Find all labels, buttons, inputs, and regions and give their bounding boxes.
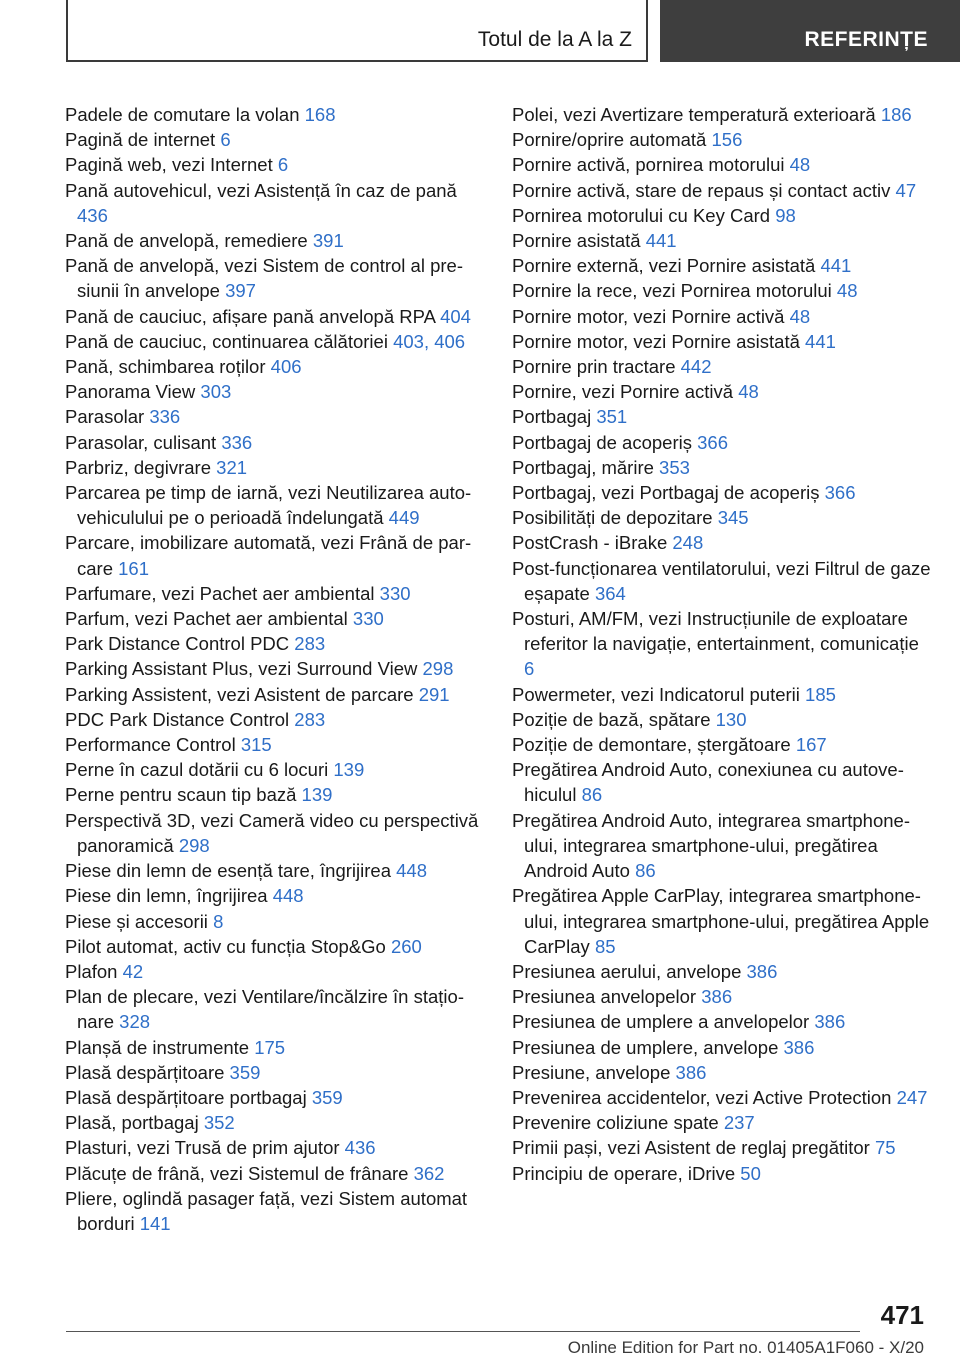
index-entry (65, 1161, 485, 1186)
index-entry-page-link[interactable]: 156 (711, 129, 743, 151)
index-entry (512, 808, 932, 884)
index-entry (512, 253, 932, 278)
index-entry (65, 304, 485, 329)
index-entry-page-link[interactable]: 441 (645, 230, 677, 252)
index-entry-term: Piese din lemn de esență tare, îngrijirea (65, 860, 391, 882)
index-entry (65, 329, 485, 354)
index-entry-term: Piese și accesorii (65, 910, 208, 932)
index-entry (512, 329, 932, 354)
index-entry-term: Pornire activă, pornirea motorului (512, 154, 785, 176)
index-entry-term: Plafon (65, 960, 118, 982)
index-entry-term: Presiunea de umplere a anvelopelor (512, 1011, 810, 1033)
index-entry-page-link[interactable]: 397 (225, 280, 256, 302)
index-entry (512, 152, 932, 177)
index-entry-term: Pornire/oprire automată (512, 129, 707, 151)
index-entry-term: Pornire, vezi Pornire activă (512, 381, 734, 403)
index-entry (65, 883, 485, 908)
index-entry-page-link[interactable]: 75 (874, 1137, 896, 1159)
index-entry-page-link[interactable]: 362 (413, 1162, 445, 1184)
index-entry-page-link[interactable]: 175 (254, 1036, 286, 1058)
index-entry-page-link[interactable]: 237 (723, 1112, 755, 1134)
index-entry-page-link[interactable]: 436 (344, 1137, 376, 1159)
index-entry-term: Pană autovehicul, vezi Asistență în caz de pană (65, 179, 457, 201)
index-column-left (65, 102, 485, 1236)
index-entry-term: PostCrash - iBrake (512, 532, 668, 554)
index-entry-term: Parasolar (65, 406, 145, 428)
index-entry-page-link[interactable]: 366 (824, 482, 856, 504)
index-entry-page-link[interactable]: 298 (422, 658, 454, 680)
index-entry-term: Pornirea motorului cu Key Card (512, 204, 771, 226)
index-entry-term: Pană de cauciuc, continuarea călătoriei (65, 330, 388, 352)
index-entry (512, 127, 932, 152)
index-entry (65, 379, 485, 404)
index-entry-term: Pregătirea Android Auto, conexiunea cu autovehiculul (512, 759, 904, 806)
index-entry-page-link[interactable]: 336 (149, 406, 181, 428)
index-entry-term: Plăcuțe de frână, vezi Sistemul de frânare (65, 1162, 409, 1184)
index-entry (65, 656, 485, 681)
index-entry-term: Parbriz, degivrare (65, 456, 212, 478)
index-entry (512, 278, 932, 303)
index-entry (65, 127, 485, 152)
index-entry-term: Plasă, portbagaj (65, 1112, 199, 1134)
index-entry-page-link[interactable]: 442 (680, 356, 712, 378)
index-entry (512, 505, 932, 530)
index-entry-term: Posturi, AM/FM, vezi Instrucțiunile de exploatare referitor la navigație, entertainment, comunicație (512, 608, 919, 655)
index-entry-term: Presiunea anvelopelor (512, 986, 697, 1008)
index-entry-page-link[interactable]: 391 (312, 230, 344, 252)
index-entry-term: Poziție de demontare, ștergătoare (512, 734, 791, 756)
index-entry (65, 682, 485, 707)
index-entry-term: Pană de anvelopă, remediere (65, 230, 308, 252)
index-entry-term: Performance Control (65, 734, 236, 756)
index-entry (65, 782, 485, 807)
index-entry-term: Plasă despărțitoare portbagaj (65, 1086, 307, 1108)
index-entry-term: Parfum, vezi Pachet aer ambiental (65, 608, 348, 630)
index-entry-term: Pornire motor, vezi Pornire asistată (512, 330, 800, 352)
index-entry-page-link[interactable]: 359 (311, 1086, 343, 1108)
index-entry-page-link[interactable]: 441 (820, 255, 852, 277)
index-entry-page-link[interactable]: 303 (200, 381, 232, 403)
index-entry-term: Parking Assistant Plus, vezi Surround View (65, 658, 418, 680)
index-entry (512, 556, 932, 606)
index-entry-term: Pliere, oglindă pasager față, vezi Sistem automat borduri (65, 1187, 468, 1234)
index-entry (65, 178, 485, 228)
index-entry-term: Pornire activă, stare de repaus și contact activ (512, 179, 891, 201)
index-entry-term: Presiunea de umplere, anvelope (512, 1036, 779, 1058)
index-entry-page-link[interactable]: 50 (740, 1162, 761, 1184)
index-entry-page-link[interactable]: 168 (304, 104, 336, 125)
index-entry (65, 430, 485, 455)
index-entry-term: Prevenirea accidentelor, vezi Active Protection (512, 1086, 892, 1108)
index-entry-page-link[interactable]: 328 (119, 1011, 151, 1033)
index-entry (512, 354, 932, 379)
index-entry-term: Parfumare, vezi Pachet aer ambiental (65, 582, 375, 604)
index-entry-term: Presiunea aerului, anvelope (512, 960, 742, 982)
index-entry-page-link[interactable]: 48 (836, 280, 858, 302)
index-entry-page-link[interactable]: 139 (333, 759, 365, 781)
index-entry-page-link[interactable]: 315 (240, 734, 272, 756)
index-entry-term: Pornire motor, vezi Pornire activă (512, 305, 785, 327)
index-entry-page-link[interactable]: 441 (805, 330, 836, 352)
index-entry-term: Perspectivă 3D, vezi Cameră video cu perspectivă panoramică (65, 809, 479, 856)
index-entry-page-link[interactable]: 186 (880, 104, 912, 125)
index-entry-term: Poziție de bază, spătare (512, 708, 711, 730)
index-entry (512, 682, 932, 707)
index-entry (65, 934, 485, 959)
index-entry-page-link[interactable]: 247 (896, 1086, 928, 1108)
index-entry-term: Pană, schimbarea roților (65, 356, 266, 378)
index-entry-term: Portbagaj, mărire (512, 456, 654, 478)
index-entry (65, 253, 485, 303)
footer-divider (66, 1331, 860, 1332)
index-entry (512, 203, 932, 228)
index-entry-page-link[interactable]: 248 (672, 532, 704, 554)
index-entry-page-link[interactable]: 448 (396, 860, 428, 882)
index-entry-page-link[interactable]: 86 (581, 784, 603, 806)
index-entry-term: Panorama View (65, 381, 196, 403)
index-entry-term: Pregătirea Apple CarPlay, integrarea smartphone-ului, integrarea smartphone-ului, pregătirea Apple CarPlay (512, 885, 930, 957)
index-entry-term: Pană de cauciuc, afișare pană anvelopă RPA (65, 305, 435, 327)
index-entry-page-link[interactable]: 386 (746, 960, 778, 982)
index-entry-term: Padele de comutare la volan (65, 104, 300, 125)
index-entry-page-link[interactable]: 436 (77, 204, 108, 226)
index-entry-term: Parasolar, culisant (65, 431, 217, 453)
index-entry-term: Portbagaj (512, 406, 592, 428)
index-entry (65, 808, 485, 858)
index-entry-page-link[interactable]: 42 (122, 960, 144, 982)
index-entry (65, 354, 485, 379)
index-entry-page-link[interactable]: 386 (783, 1036, 815, 1058)
index-entry-term: Pornire prin tractare (512, 356, 676, 378)
index-entry (512, 1135, 932, 1160)
index-entry-term: Presiune, anvelope (512, 1061, 671, 1083)
index-entry-term: Posibilități de depozitare (512, 507, 713, 529)
index-entry-page-link[interactable]: 386 (675, 1061, 707, 1083)
index-entry (65, 1085, 485, 1110)
index-entry-page-link[interactable]: 260 (390, 935, 422, 957)
index-entry-page-link[interactable]: 336 (221, 431, 253, 453)
header-chapter-label: REFERINȚE (804, 28, 928, 51)
index-entry (65, 581, 485, 606)
index-entry-term: Pornire asistată (512, 230, 641, 252)
index-entry-page-link[interactable]: 85 (594, 935, 616, 957)
index-entry (512, 379, 932, 404)
index-entry (65, 984, 485, 1034)
index-entry-page-link[interactable]: 47 (895, 179, 917, 201)
index-entry (65, 102, 485, 127)
index-entry (65, 1135, 485, 1160)
index-entry-page-link[interactable]: 48 (738, 381, 759, 403)
index-entry (512, 178, 932, 203)
index-entry-page-link[interactable]: 404 (440, 305, 471, 327)
index-entry-term: Prevenire coliziune spate (512, 1112, 719, 1134)
index-entry (65, 228, 485, 253)
index-entry-term: Plasturi, vezi Trusă de prim ajutor (65, 1137, 340, 1159)
index-entry (512, 959, 932, 984)
index-entry-page-link[interactable]: 167 (795, 734, 827, 756)
index-entry (65, 1186, 485, 1236)
index-entry-page-link[interactable]: 386 (701, 986, 733, 1008)
index-entry-term: Portbagaj de acoperiș (512, 431, 692, 453)
index-entry-term: PDC Park Distance Control (65, 708, 290, 730)
index-entry (65, 858, 485, 883)
index-entry (512, 606, 932, 682)
index-entry (512, 1085, 932, 1110)
index-entry-page-link[interactable]: 185 (805, 683, 836, 705)
index-entry-page-link[interactable]: 6 (220, 129, 231, 151)
index-entry (512, 883, 932, 959)
index-entry-term: Pornire externă, vezi Pornire asistată (512, 255, 816, 277)
index-entry-page-link[interactable]: 406 (270, 356, 302, 378)
index-entry (65, 909, 485, 934)
index-entry-page-link[interactable]: 6 (524, 658, 535, 680)
index-entry-term: Plan de plecare, vezi Ventilare/încălzire în staționare (65, 986, 464, 1033)
index-entry (65, 152, 485, 177)
index-entry-page-link[interactable]: 351 (596, 406, 628, 428)
index-entry-page-link[interactable]: 330 (352, 608, 384, 630)
index-entry-page-link[interactable]: 298 (178, 834, 210, 856)
index-entry (512, 102, 932, 127)
index-entry-page-link[interactable]: 161 (118, 557, 150, 579)
index-entry (65, 732, 485, 757)
index-entry (512, 732, 932, 757)
index-entry-term: Pagină de internet (65, 129, 216, 151)
index-entry-page-link[interactable]: 48 (789, 305, 811, 327)
index-entry-page-link[interactable]: 345 (717, 507, 749, 529)
index-entry-page-link[interactable]: 403, 406 (393, 330, 466, 352)
index-entry-term: Pornire la rece, vezi Pornirea motorului (512, 280, 832, 302)
index-entry-term: Park Distance Control PDC (65, 633, 290, 655)
index-entry (512, 1161, 932, 1186)
index-entry (65, 455, 485, 480)
index-entry-term: Principiu de operare, iDrive (512, 1162, 736, 1184)
index-entry (65, 530, 485, 580)
index-entry-page-link[interactable]: 364 (594, 582, 626, 604)
index-entry (512, 228, 932, 253)
index-entry (512, 1009, 932, 1034)
index-entry (65, 404, 485, 429)
index-entry (512, 455, 932, 480)
index-entry-term: Perne pentru scaun tip bază (65, 784, 297, 806)
header-section-label: Totul de la A la Z (477, 28, 632, 51)
index-entry-term: Plasă despărțitoare (65, 1061, 225, 1083)
index-entry (512, 757, 932, 807)
index-entry-page-link[interactable]: 291 (418, 683, 450, 705)
index-entry-page-link[interactable]: 330 (379, 582, 411, 604)
index-entry (65, 1110, 485, 1135)
index-entry-term: Powermeter, vezi Indicatorul puterii (512, 683, 800, 705)
index-entry (512, 1060, 932, 1085)
index-entry (512, 304, 932, 329)
index-entry-page-link[interactable]: 449 (388, 507, 420, 529)
index-entry-term: Piese din lemn, îngrijirea (65, 885, 268, 907)
index-entry-term: Parcarea pe timp de iarnă, vezi Neutilizarea autovehiculului pe o perioadă îndelungată (65, 482, 472, 529)
index-entry (65, 757, 485, 782)
index-entry (65, 631, 485, 656)
index-entry-page-link[interactable]: 139 (301, 784, 333, 806)
index-entry (512, 404, 932, 429)
index-entry (65, 959, 485, 984)
index-entry-term: Parcare, imobilizare automată, vezi Frână de parcare (65, 532, 472, 579)
index-entry-page-link[interactable]: 359 (229, 1061, 261, 1083)
index-entry (512, 430, 932, 455)
index-entry-page-link[interactable]: 130 (715, 708, 747, 730)
index-entry (65, 1060, 485, 1085)
index-entry-page-link[interactable]: 386 (814, 1011, 846, 1033)
index-entry-term: Pană de anvelopă, vezi Sistem de control al presiunii în anvelope (65, 255, 463, 302)
index-entry-page-link[interactable]: 6 (277, 154, 289, 176)
index-entry-term: Post-funcționarea ventilatorului, vezi Filtrul de gaze eșapate (512, 557, 931, 604)
index-entry-page-link[interactable]: 448 (272, 885, 304, 907)
index-entry (65, 480, 485, 530)
index-entry-page-link[interactable]: 8 (213, 910, 224, 932)
index-entry-page-link[interactable]: 283 (294, 633, 326, 655)
index-entry (65, 707, 485, 732)
index-entry-term: Parking Assistent, vezi Asistent de parcare (65, 683, 414, 705)
index-entry-term: Pilot automat, activ cu funcția Stop&Go (65, 935, 386, 957)
page-number: 471 (880, 1300, 924, 1330)
index-entry-page-link[interactable]: 48 (789, 154, 811, 176)
index-entry-term: Pregătirea Android Auto, integrarea smartphone-ului, integrarea smartphone-ului, pregătirea Android Auto (512, 809, 910, 882)
index-entry-term: Portbagaj, vezi Portbagaj de acoperiș (512, 482, 820, 504)
footer-edition-text: Online Edition for Part no. 01405A1F060 - X/20 (567, 1338, 924, 1357)
index-entry-page-link[interactable]: 141 (139, 1212, 171, 1234)
index-entry (512, 1035, 932, 1060)
index-entry-page-link[interactable]: 352 (203, 1112, 235, 1134)
index-entry-page-link[interactable]: 283 (294, 708, 326, 730)
index-entry-page-link[interactable]: 98 (775, 204, 796, 226)
index-entry (512, 1110, 932, 1135)
index-entry (512, 530, 932, 555)
index-entry-term: Perne în cazul dotării cu 6 locuri (65, 759, 329, 781)
index-entry (512, 984, 932, 1009)
index-entry-term: Polei, vezi Avertizare temperatură exterioară (512, 104, 876, 125)
index-entry (65, 606, 485, 631)
index-entry-page-link[interactable]: 366 (697, 431, 728, 453)
index-entry (512, 707, 932, 732)
index-entry-page-link[interactable]: 86 (635, 860, 656, 882)
index-entry (512, 480, 932, 505)
index-entry-page-link[interactable]: 321 (216, 456, 248, 478)
index-entry-term: Pagină web, vezi Internet (65, 154, 273, 176)
index-entry-term: Planșă de instrumente (65, 1036, 250, 1058)
index-entry-page-link[interactable]: 353 (659, 456, 690, 478)
index-entry (65, 1035, 485, 1060)
header-section-tab (66, 0, 648, 62)
index-column-right (512, 102, 932, 1186)
header-chapter-tab (660, 0, 960, 62)
index-entry-term: Primii pași, vezi Asistent de reglaj pregătitor (512, 1137, 870, 1159)
